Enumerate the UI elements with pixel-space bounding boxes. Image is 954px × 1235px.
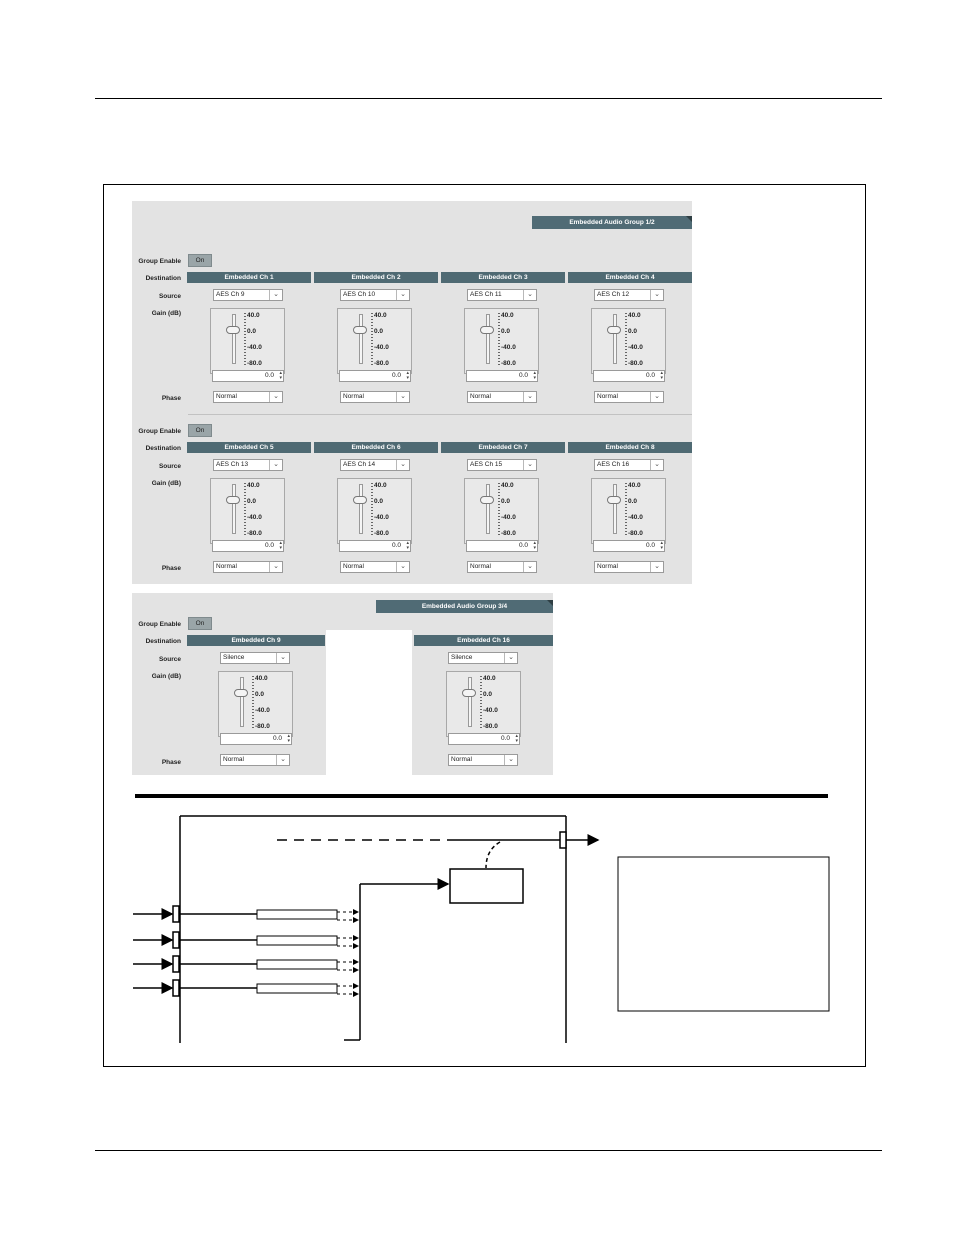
phase-value: Normal (343, 393, 364, 400)
input-port (173, 932, 179, 948)
gain-tick-label: 0.0 (255, 691, 265, 698)
chevron-down-icon: ⌄ (396, 290, 409, 300)
chevron-down-icon: ⌄ (396, 562, 409, 572)
gain-value: 0.0 (391, 542, 401, 549)
channel-pair-block (257, 910, 337, 919)
gain-tick-label: -80.0 (374, 530, 389, 537)
annotation-box (618, 857, 829, 1011)
group-enable-button[interactable]: On (188, 254, 212, 267)
source-value: AES Ch 11 (470, 291, 502, 298)
chevron-down-icon: ⌄ (276, 653, 289, 663)
gain-tick-label: -80.0 (247, 530, 262, 537)
source-label: Source (158, 463, 181, 470)
source-value: AES Ch 12 (597, 291, 630, 298)
gain-tick-label: 0.0 (628, 498, 638, 505)
input-port (173, 906, 179, 922)
input-port (173, 956, 179, 972)
gain-tick-label: -80.0 (628, 360, 643, 367)
gain-label: Gain (dB) (151, 480, 181, 487)
gain-value: 0.0 (391, 372, 401, 379)
gain-label: Gain (dB) (151, 673, 181, 680)
phase-value: Normal (216, 393, 237, 400)
chevron-down-icon: ⌄ (523, 562, 536, 572)
chevron-down-icon: ⌄ (276, 755, 289, 765)
chevron-down-icon: ⌄ (504, 755, 517, 765)
gain-tick-label: 40.0 (501, 312, 514, 319)
gain-tick-label: 40.0 (501, 482, 514, 489)
phase-value: Normal (451, 756, 472, 763)
gain-value: 0.0 (518, 372, 528, 379)
chevron-down-icon: ⌄ (523, 290, 536, 300)
chevron-down-icon: ⌄ (269, 562, 282, 572)
destination-label: Destination (145, 445, 181, 452)
channel-pair-block (257, 984, 337, 993)
gain-label: Gain (dB) (151, 310, 181, 317)
spinner-icon[interactable]: ▴ ▾ (533, 540, 536, 551)
source-value: AES Ch 14 (343, 461, 376, 468)
chevron-down-icon: ⌄ (523, 392, 536, 402)
gain-tick-label: 40.0 (374, 482, 387, 489)
group-enable-label: Group Enable (138, 258, 181, 265)
gain-tick-label: -80.0 (483, 723, 498, 730)
phase-value: Normal (470, 393, 491, 400)
source-value: AES Ch 15 (470, 461, 503, 468)
gain-tick-label: 0.0 (247, 328, 257, 335)
phase-value: Normal (597, 393, 618, 400)
gain-tick-label: 0.0 (483, 691, 493, 698)
chevron-down-icon: ⌄ (269, 392, 282, 402)
gain-tick-label: 0.0 (374, 328, 384, 335)
channel-pair-block (257, 960, 337, 969)
group-enable-button[interactable]: On (188, 617, 212, 630)
phase-value: Normal (597, 563, 618, 570)
processing-block (450, 869, 523, 903)
gain-value: 0.0 (518, 542, 528, 549)
destination-label: Destination (145, 275, 181, 282)
gain-tick-label: -40.0 (628, 514, 643, 521)
gain-tick-label: -40.0 (255, 707, 270, 714)
gain-tick-label: 0.0 (247, 498, 257, 505)
chevron-down-icon: ⌄ (269, 290, 282, 300)
gain-tick-label: 40.0 (255, 675, 268, 682)
group-enable-label: Group Enable (138, 428, 181, 435)
spinner-icon[interactable]: ▴ ▾ (533, 370, 536, 381)
source-label: Source (158, 293, 181, 300)
chevron-down-icon: ⌄ (650, 290, 663, 300)
destination-header: Embedded Ch 4 (568, 272, 692, 283)
gain-tick-label: -40.0 (247, 514, 262, 521)
destination-header: Embedded Ch 3 (441, 272, 565, 283)
spinner-icon[interactable]: ▴ ▾ (279, 540, 282, 551)
destination-header: Embedded Ch 8 (568, 442, 692, 453)
gain-tick-label: -80.0 (374, 360, 389, 367)
gain-tick-label: -80.0 (628, 530, 643, 537)
group-enable-label: Group Enable (138, 621, 181, 628)
spinner-icon[interactable]: ▴ ▾ (287, 733, 290, 744)
phase-value: Normal (343, 563, 364, 570)
gain-tick-label: -40.0 (374, 514, 389, 521)
phase-value: Normal (223, 756, 244, 763)
group-enable-button[interactable]: On (188, 424, 212, 437)
gain-tick-label: -80.0 (255, 723, 270, 730)
destination-header: Embedded Ch 7 (441, 442, 565, 453)
phase-label: Phase (161, 395, 181, 402)
gain-tick-label: 40.0 (628, 312, 641, 319)
gain-tick-label: -40.0 (628, 344, 643, 351)
gain-tick-label: -40.0 (247, 344, 262, 351)
spinner-icon[interactable]: ▴ ▾ (279, 370, 282, 381)
dashed-link (486, 842, 500, 868)
chevron-down-icon: ⌄ (504, 653, 517, 663)
gain-tick-label: -40.0 (374, 344, 389, 351)
chevron-down-icon: ⌄ (269, 460, 282, 470)
gain-value: 0.0 (645, 372, 655, 379)
spinner-icon[interactable]: ▴ ▾ (406, 540, 409, 551)
output-port (560, 832, 566, 848)
gain-tick-label: -80.0 (501, 360, 516, 367)
gain-tick-label: 40.0 (374, 312, 387, 319)
group34-tab[interactable]: Embedded Audio Group 3/4 (376, 600, 553, 613)
destination-header: Embedded Ch 1 (187, 272, 311, 283)
gain-value: 0.0 (272, 735, 282, 742)
spinner-icon[interactable]: ▴ ▾ (515, 733, 518, 744)
gain-tick-label: -80.0 (501, 530, 516, 537)
source-value: AES Ch 10 (343, 291, 376, 298)
source-value: Silence (223, 654, 245, 661)
channel-pair-block (257, 936, 337, 945)
gain-tick-label: 0.0 (501, 498, 511, 505)
chevron-down-icon: ⌄ (396, 460, 409, 470)
gain-tick-label: 40.0 (247, 312, 260, 319)
group12-tab[interactable]: Embedded Audio Group 1/2 (532, 216, 692, 229)
chevron-down-icon: ⌄ (650, 392, 663, 402)
phase-value: Normal (470, 563, 491, 570)
phase-label: Phase (161, 565, 181, 572)
source-value: AES Ch 9 (216, 291, 245, 298)
spinner-icon[interactable]: ▴ ▾ (406, 370, 409, 381)
destination-header: Embedded Ch 2 (314, 272, 438, 283)
gain-value: 0.0 (500, 735, 510, 742)
chevron-down-icon: ⌄ (650, 562, 663, 572)
destination-header: Embedded Ch 16 (414, 635, 553, 646)
gain-value: 0.0 (264, 542, 274, 549)
gain-tick-label: -40.0 (483, 707, 498, 714)
gain-tick-label: 0.0 (501, 328, 511, 335)
gain-tick-label: 40.0 (247, 482, 260, 489)
input-port (173, 980, 179, 996)
phase-value: Normal (216, 563, 237, 570)
gain-tick-label: -40.0 (501, 344, 516, 351)
source-value: AES Ch 16 (597, 461, 630, 468)
destination-header: Embedded Ch 9 (187, 635, 325, 646)
destination-header: Embedded Ch 5 (187, 442, 311, 453)
gain-value: 0.0 (264, 372, 274, 379)
gain-tick-label: -80.0 (247, 360, 262, 367)
source-value: Silence (451, 654, 473, 661)
destination-label: Destination (145, 638, 181, 645)
gain-tick-label: 40.0 (628, 482, 641, 489)
gain-tick-label: -40.0 (501, 514, 516, 521)
source-value: AES Ch 13 (216, 461, 249, 468)
gain-tick-label: 0.0 (628, 328, 638, 335)
chevron-down-icon: ⌄ (396, 392, 409, 402)
gain-value: 0.0 (645, 542, 655, 549)
spinner-icon[interactable]: ▴ ▾ (660, 540, 663, 551)
spinner-icon[interactable]: ▴ ▾ (660, 370, 663, 381)
source-label: Source (158, 656, 181, 663)
gain-tick-label: 40.0 (483, 675, 496, 682)
chevron-down-icon: ⌄ (523, 460, 536, 470)
gain-tick-label: 0.0 (374, 498, 384, 505)
phase-label: Phase (161, 759, 181, 766)
chevron-down-icon: ⌄ (650, 460, 663, 470)
destination-header: Embedded Ch 6 (314, 442, 438, 453)
